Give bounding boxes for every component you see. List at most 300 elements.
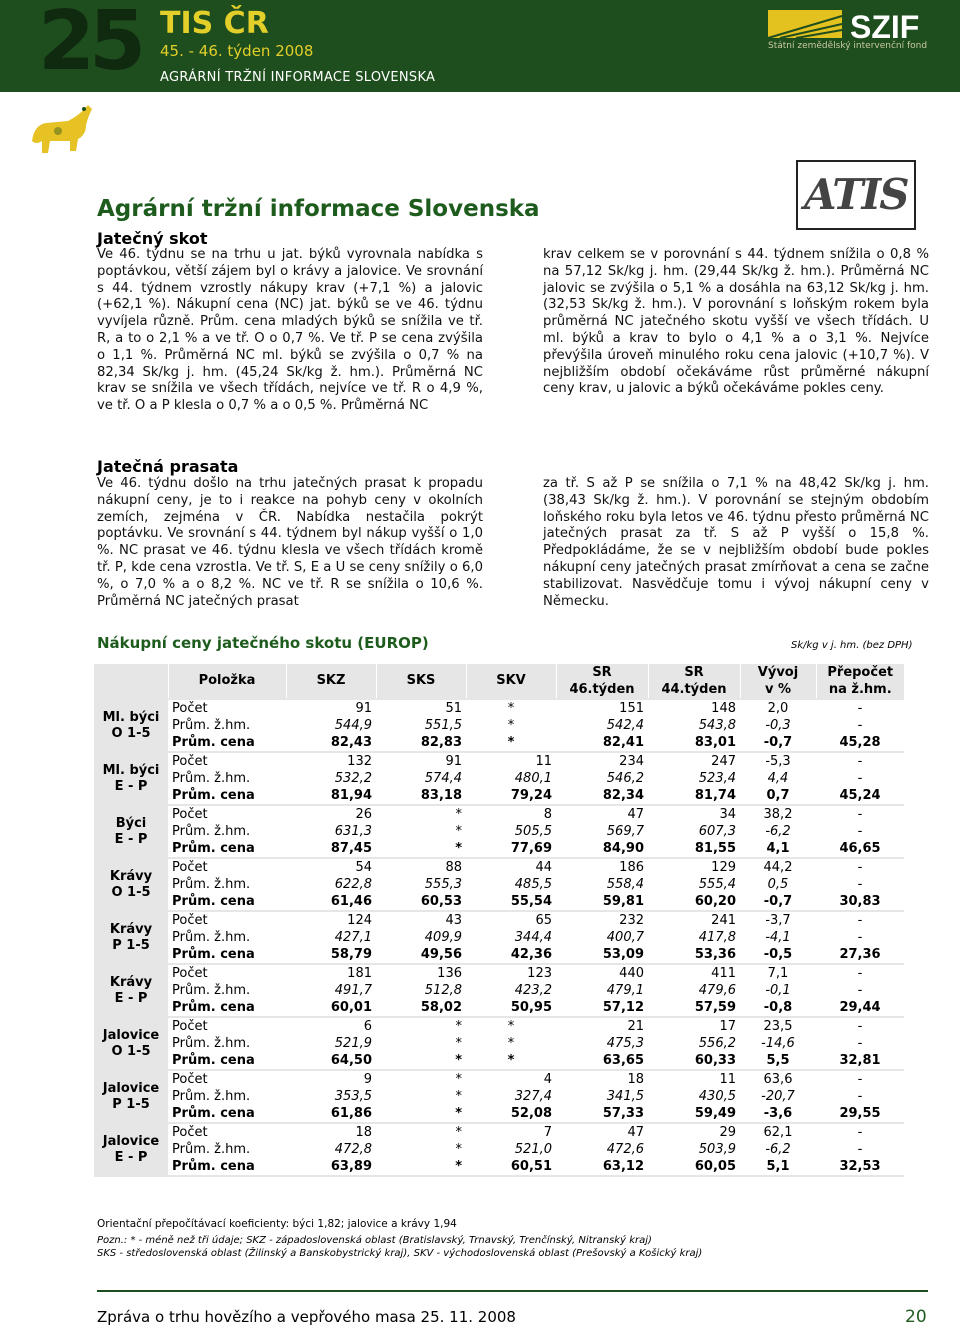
page-title: Agrární tržní informace Slovenska	[97, 196, 540, 222]
header-week-44: 44.týden	[648, 681, 740, 698]
table-cell: 423,2	[466, 982, 556, 999]
footer-text: Zpráva o trhu hovězího a vepřového masa 25. 11. 2008	[97, 1308, 516, 1326]
row-label: Prům. cena	[168, 1052, 286, 1069]
table-cell: 123	[466, 965, 556, 982]
table-row	[94, 753, 904, 770]
table-cell: 521,9	[286, 1035, 376, 1052]
row-label: Počet	[168, 700, 286, 717]
table-cell: 505,5	[466, 823, 556, 840]
header-sks: SKS	[376, 664, 466, 698]
table-cell: 0,7	[740, 787, 816, 804]
row-label: Prům. ž.hm.	[168, 770, 286, 787]
table-row	[94, 1124, 904, 1141]
table-cell: *	[376, 840, 466, 857]
group-name: Jalovice	[102, 1027, 160, 1043]
table-cell: 6	[286, 1018, 376, 1035]
table-cell: -0,5	[740, 946, 816, 963]
table-cell: 81,94	[286, 787, 376, 804]
table-cell: *	[466, 700, 556, 717]
group-class: E - P	[114, 778, 148, 794]
table-cell: 42,36	[466, 946, 556, 963]
row-label: Počet	[168, 1071, 286, 1088]
page-number: 20	[905, 1307, 927, 1327]
table-note-coefficients: Orientační přepočítávací koeficienty: býci 1,82; jalovice a krávy 1,94	[97, 1218, 457, 1230]
table-cell: -	[816, 770, 904, 787]
group-class: P 1-5	[112, 937, 150, 953]
table-cell: 124	[286, 912, 376, 929]
row-label: Prům. ž.hm.	[168, 1088, 286, 1105]
table-cell: 26	[286, 806, 376, 823]
table-cell: 50,95	[466, 999, 556, 1016]
table-cell: 569,7	[556, 823, 648, 840]
group-name: Jalovice	[102, 1080, 160, 1096]
table-cell: 7,1	[740, 965, 816, 982]
header-sr-44: SR	[648, 664, 740, 681]
table-cell: 475,3	[556, 1035, 648, 1052]
table-cell: -	[816, 1018, 904, 1035]
table-cell: -	[816, 982, 904, 999]
table-cell: 53,09	[556, 946, 648, 963]
table-cell: -20,7	[740, 1088, 816, 1105]
table-cell: 32,53	[816, 1158, 904, 1175]
table-cell: 5,5	[740, 1052, 816, 1069]
group-name: Jalovice	[102, 1133, 160, 1149]
table-cell: 400,7	[556, 929, 648, 946]
table-cell: 132	[286, 753, 376, 770]
table-cell: 57,33	[556, 1105, 648, 1122]
issue-number: 25	[38, 0, 141, 89]
group-class: E - P	[114, 831, 148, 847]
table-cell: -	[816, 965, 904, 982]
table-row	[94, 912, 904, 929]
atis-logo-text: ATIS	[804, 170, 908, 219]
table-cell: 87,45	[286, 840, 376, 857]
table-cell: *	[466, 1035, 556, 1052]
table-cell: 81,55	[648, 840, 740, 857]
group-class: P 1-5	[112, 1096, 150, 1112]
table-cell: 17	[648, 1018, 740, 1035]
group-name: Krávy	[109, 868, 153, 884]
table-cell: 47	[556, 806, 648, 823]
table-cell: 88	[376, 859, 466, 876]
table-cell: 440	[556, 965, 648, 982]
section-heading-prasata: Jatečná prasata	[97, 457, 239, 476]
szif-caption: Státní zemědělský intervenční fond	[768, 41, 928, 51]
table-cell: 61,86	[286, 1105, 376, 1122]
footer-rule	[97, 1290, 928, 1292]
table-cell: 4	[466, 1071, 556, 1088]
group-name: Ml. býci	[102, 762, 160, 778]
table-cell: *	[376, 1141, 466, 1158]
table-cell: 60,51	[466, 1158, 556, 1175]
table-cell: -5,3	[740, 753, 816, 770]
table-cell: 30,83	[816, 893, 904, 910]
table-cell: 234	[556, 753, 648, 770]
row-label: Prům. cena	[168, 893, 286, 910]
table-row	[94, 859, 904, 876]
skot-paragraph-1: Ve 46. týdnu se na trhu u jat. býků vyrovnala nabídka s poptávkou, větší zájem byl o krávy a jalovice. Ve srovnání s 44. týdnem vzrostly nákupy krav (+7,1 %) a jalovic (+62,1 %). Nákupní cena (NC) jat. býků se ve 46. týdnu vyvíjela různě. Prům. cena mladých býků se snížila ve tř. R, a to o 2,1 % a ve tř. O o 0,7 %. Ve tř. P se cena zvýšila o 1,1 %. Průměrná NC ml. býků se zvýšila o 0,7 % na 82,34 Sk/kg j. hm. (45,24 Sk/kg ž. hm.). Průměrná NC krav se snížila ve všech třídách, nejvíce ve tř. R o 4,9 %, ve tř. O a P klesla o 0,7 % a o 0,5 %. Průměrná NC	[97, 247, 483, 414]
table-cell: 574,4	[376, 770, 466, 787]
table-cell: *	[376, 1124, 466, 1141]
table-cell: 341,5	[556, 1088, 648, 1105]
table-cell: *	[376, 1052, 466, 1069]
table-cell: 55,54	[466, 893, 556, 910]
table-cell: 503,9	[648, 1141, 740, 1158]
table-cell: 45,28	[816, 734, 904, 751]
table-row	[94, 893, 904, 910]
table-cell: 521,0	[466, 1141, 556, 1158]
prasata-paragraph-1: Ve 46. týdnu došlo na trhu jatečných prasat k propadu nákupní ceny, je to i reakce na pohyb ceny v okolních zemích, zejména v ČR. Nabídka nestačila pokrýt poptávku. Ve srovnání s 44. týdnem byl nákup vyšší o 1,0 %. NC prasat ve 46. týdnu klesla ve všech třídách kromě tř. P, kde cena vzrostla. Ve tř. S, E a U se ceny snížily o 6,0 %, o 7,0 % a o 8,2 %. NC ve tř. R se snížila o 10,6 %. Průměrná NC jatečných prasat	[97, 476, 483, 609]
header-skv: SKV	[466, 664, 556, 698]
table-cell: 58,02	[376, 999, 466, 1016]
table-cell: 11	[648, 1071, 740, 1088]
table-cell: 47	[556, 1124, 648, 1141]
header-polozka: Položka	[168, 664, 286, 698]
table-cell: *	[376, 1105, 466, 1122]
table-row	[94, 876, 904, 893]
header-vyvoj: Vývoj	[740, 664, 816, 681]
table-cell: 181	[286, 965, 376, 982]
table-cell: 607,3	[648, 823, 740, 840]
table-cell: 18	[286, 1124, 376, 1141]
table-cell: 82,34	[556, 787, 648, 804]
table-cell: 480,1	[466, 770, 556, 787]
table-unit: Sk/kg v j. hm. (bez DPH)	[791, 640, 913, 651]
table-cell: 555,4	[648, 876, 740, 893]
group-class: O 1-5	[111, 1043, 151, 1059]
table-cell: 542,4	[556, 717, 648, 734]
row-label: Prům. ž.hm.	[168, 929, 286, 946]
row-label: Prům. ž.hm.	[168, 876, 286, 893]
table-cell: 417,8	[648, 929, 740, 946]
table-cell: 54	[286, 859, 376, 876]
atis-logo	[796, 160, 916, 230]
table-row	[94, 734, 904, 751]
header-prepocet-unit: na ž.hm.	[816, 681, 904, 698]
table-cell: 247	[648, 753, 740, 770]
table-cell: 29,55	[816, 1105, 904, 1122]
table-cell: *	[376, 1018, 466, 1035]
table-cell: -0,7	[740, 734, 816, 751]
table-cell: 64,50	[286, 1052, 376, 1069]
table-cell: *	[376, 806, 466, 823]
table-row	[94, 1088, 904, 1105]
table-cell: 32,81	[816, 1052, 904, 1069]
row-label: Prům. cena	[168, 999, 286, 1016]
skot-text-col2	[543, 247, 929, 398]
table-row	[94, 787, 904, 804]
table-cell: -14,6	[740, 1035, 816, 1052]
row-label: Prům. ž.hm.	[168, 717, 286, 734]
table-cell: -6,2	[740, 1141, 816, 1158]
table-cell: -0,8	[740, 999, 816, 1016]
table-cell: 21	[556, 1018, 648, 1035]
table-cell: -4,1	[740, 929, 816, 946]
table-cell: -	[816, 700, 904, 717]
table-cell: 57,59	[648, 999, 740, 1016]
group-label	[94, 859, 168, 910]
table-cell: 23,5	[740, 1018, 816, 1035]
table-cell: 81,74	[648, 787, 740, 804]
table-cell: 151	[556, 700, 648, 717]
table-cell: 38,2	[740, 806, 816, 823]
row-label: Prům. cena	[168, 840, 286, 857]
row-label: Počet	[168, 1124, 286, 1141]
table-cell: 491,7	[286, 982, 376, 999]
table-cell: -	[816, 753, 904, 770]
row-label: Prům. cena	[168, 734, 286, 751]
skot-paragraph-2: krav celkem se v porovnání s 44. týdnem snížila o 0,8 % na 57,12 Sk/kg j. hm. (29,44 Sk/kg ž. hm.). Průměrná NC jalovic se zvýšila o 5,1 % a dosáhla na 63,12 Sk/kg j. hm. (32,53 Sk/kg ž. hm.). V porovnání s loňským rokem byla průměrná NC jatečného skotu vyšší ve všech třídách. U ml. býků a krav to bylo o 4,1 % a o 3,1 %. Nejvíce převýšila úroveň minulého roku cena jalovic (+10,7 %). V nejbližším období očekáváme růst průměrné nákupní ceny krav, u jalovic a býků očekáváme pokles ceny.	[543, 247, 929, 397]
group-label	[94, 806, 168, 857]
table-cell: 27,36	[816, 946, 904, 963]
table-cell: 84,90	[556, 840, 648, 857]
table-title: Nákupní ceny jatečného skotu (EUROP)	[97, 634, 429, 652]
prasata-paragraph-2: za tř. S až P se snížila o 7,1 % na 48,42 Sk/kg j. hm. (38,43 Sk/kg ž. hm.). V porovnání se stejným obdobím loňského roku byla letos ve 46. týdnu přesto průměrná NC jatečných prasat za tř. S až P vyšší o 15,8 %. Předpokládáme, že se v nejbližším období bude pokles nákupní ceny jatečných prasat zmírňovat a cena se začne stabilizovat. Nasvědčuje tomu i vývoj nákupní ceny v Německu.	[543, 476, 929, 609]
table-cell: 83,01	[648, 734, 740, 751]
row-label: Prům. cena	[168, 1158, 286, 1175]
group-name: Ml. býci	[102, 709, 160, 725]
table-cell: -3,6	[740, 1105, 816, 1122]
group-name: Krávy	[109, 921, 153, 937]
row-label: Počet	[168, 1018, 286, 1035]
table-row	[94, 770, 904, 787]
table-row	[94, 823, 904, 840]
table-row	[94, 946, 904, 963]
cow-icon	[28, 95, 96, 161]
table-cell: *	[376, 1158, 466, 1175]
table-cell: 556,2	[648, 1035, 740, 1052]
table-cell: 29	[648, 1124, 740, 1141]
table-cell: 82,83	[376, 734, 466, 751]
table-cell: 91	[376, 753, 466, 770]
table-cell: 51	[376, 700, 466, 717]
table-cell: 60,33	[648, 1052, 740, 1069]
group-name: Krávy	[109, 974, 153, 990]
table-cell: 59,81	[556, 893, 648, 910]
table-row	[94, 700, 904, 717]
table-cell: 52,08	[466, 1105, 556, 1122]
table-cell: 544,9	[286, 717, 376, 734]
table-cell: 63,12	[556, 1158, 648, 1175]
table-cell: 49,56	[376, 946, 466, 963]
group-label	[94, 700, 168, 751]
table-cell: *	[376, 1088, 466, 1105]
group-class: O 1-5	[111, 725, 151, 741]
table-cell: *	[466, 717, 556, 734]
group-label	[94, 912, 168, 963]
table-cell: 631,3	[286, 823, 376, 840]
row-label: Prům. cena	[168, 787, 286, 804]
table-cell: 411	[648, 965, 740, 982]
table-cell: 136	[376, 965, 466, 982]
row-label: Počet	[168, 859, 286, 876]
table-cell: 77,69	[466, 840, 556, 857]
table-cell: -0,7	[740, 893, 816, 910]
table-cell: -	[816, 717, 904, 734]
table-row	[94, 1105, 904, 1122]
table-cell: 44,2	[740, 859, 816, 876]
table-cell: 427,1	[286, 929, 376, 946]
table-note-legend-2: SKS - středoslovenská oblast (Žilinský a Banskobystrický kraj), SKV - východoslovenská oblast (Prešovský a Košický kraj)	[97, 1248, 703, 1259]
separator-cell	[94, 1175, 904, 1177]
table-bottom-border	[94, 1175, 904, 1177]
table-cell: 241	[648, 912, 740, 929]
row-label: Počet	[168, 965, 286, 982]
table-row	[94, 1035, 904, 1052]
table-cell: 8	[466, 806, 556, 823]
table-cell: -	[816, 823, 904, 840]
group-label	[94, 965, 168, 1016]
table-cell: 327,4	[466, 1088, 556, 1105]
table-cell: -	[816, 1088, 904, 1105]
table-cell: 11	[466, 753, 556, 770]
table-cell: 232	[556, 912, 648, 929]
row-label: Počet	[168, 806, 286, 823]
group-label	[94, 1071, 168, 1122]
prasata-text-col1	[97, 476, 483, 610]
table-cell: 61,46	[286, 893, 376, 910]
skot-text-col1	[97, 247, 483, 415]
table-cell: 63,6	[740, 1071, 816, 1088]
page-header	[0, 0, 960, 92]
header-skz: SKZ	[286, 664, 376, 698]
table-row	[94, 840, 904, 857]
table-cell: 59,49	[648, 1105, 740, 1122]
table-cell: 148	[648, 700, 740, 717]
table-cell: 186	[556, 859, 648, 876]
table-row	[94, 1158, 904, 1175]
table-cell: *	[376, 823, 466, 840]
table-row	[94, 982, 904, 999]
table-row	[94, 1018, 904, 1035]
table-cell: -0,3	[740, 717, 816, 734]
header-prepocet: Přepočet	[816, 664, 904, 681]
table-cell: 79,24	[466, 787, 556, 804]
table-cell: 472,6	[556, 1141, 648, 1158]
table-cell: 60,53	[376, 893, 466, 910]
table-cell: 558,4	[556, 876, 648, 893]
table-cell: 43	[376, 912, 466, 929]
table-cell: 555,3	[376, 876, 466, 893]
table-cell: 83,18	[376, 787, 466, 804]
table-cell: 46,65	[816, 840, 904, 857]
table-note-legend-1: Pozn.: * - méně než tři údaje; SKZ - západoslovenská oblast (Bratislavský, Trnavský, Trenčínský, Nitranský kraj)	[97, 1235, 652, 1246]
table-cell: 9	[286, 1071, 376, 1088]
table-cell: 4,4	[740, 770, 816, 787]
table-cell: -0,1	[740, 982, 816, 999]
table-cell: 45,24	[816, 787, 904, 804]
row-label: Prům. ž.hm.	[168, 982, 286, 999]
table-cell: -	[816, 859, 904, 876]
table-cell: 551,5	[376, 717, 466, 734]
table-cell: 44	[466, 859, 556, 876]
table-cell: 543,8	[648, 717, 740, 734]
table-cell: 18	[556, 1071, 648, 1088]
table-cell: 523,4	[648, 770, 740, 787]
table-row	[94, 1052, 904, 1069]
section-heading-skot: Jatečný skot	[97, 229, 208, 248]
table-cell: 57,12	[556, 999, 648, 1016]
header-sr-46: SR	[556, 664, 648, 681]
group-class: E - P	[114, 990, 148, 1006]
table-cell: 60,20	[648, 893, 740, 910]
price-table	[94, 664, 904, 1177]
table-cell: -	[816, 912, 904, 929]
table-cell: 532,2	[286, 770, 376, 787]
table-cell: -	[816, 1035, 904, 1052]
table-cell: 622,8	[286, 876, 376, 893]
table-cell: -	[816, 806, 904, 823]
table-cell: 82,43	[286, 734, 376, 751]
table-cell: 344,4	[466, 929, 556, 946]
header-corner	[94, 664, 168, 698]
table-row	[94, 965, 904, 982]
table-cell: 4,1	[740, 840, 816, 857]
table-cell: 2,0	[740, 700, 816, 717]
table-cell: *	[376, 1071, 466, 1088]
table-cell: 472,8	[286, 1141, 376, 1158]
row-label: Počet	[168, 912, 286, 929]
table-cell: 546,2	[556, 770, 648, 787]
table-cell: -6,2	[740, 823, 816, 840]
table-cell: 0,5	[740, 876, 816, 893]
group-class: O 1-5	[111, 884, 151, 900]
table-cell: 7	[466, 1124, 556, 1141]
table-cell: -3,7	[740, 912, 816, 929]
table-cell: *	[466, 734, 556, 751]
table-cell: -	[816, 876, 904, 893]
table-cell: 65	[466, 912, 556, 929]
table-cell: -	[816, 1141, 904, 1158]
group-name: Býci	[115, 815, 147, 831]
table-cell: 82,41	[556, 734, 648, 751]
table-cell: 34	[648, 806, 740, 823]
szif-logo-text: SZIF	[850, 9, 920, 42]
table-cell: -	[816, 929, 904, 946]
table-cell: 430,5	[648, 1088, 740, 1105]
table-cell: 60,05	[648, 1158, 740, 1175]
table-cell: *	[466, 1018, 556, 1035]
table-cell: 63,65	[556, 1052, 648, 1069]
table-cell: 60,01	[286, 999, 376, 1016]
table-row	[94, 929, 904, 946]
table-cell: 91	[286, 700, 376, 717]
table-cell: 353,5	[286, 1088, 376, 1105]
table-cell: 409,9	[376, 929, 466, 946]
table-cell: 479,1	[556, 982, 648, 999]
table-cell: 485,5	[466, 876, 556, 893]
table-cell: 62,1	[740, 1124, 816, 1141]
table-row	[94, 717, 904, 734]
row-label: Prům. ž.hm.	[168, 823, 286, 840]
week-range: 45. - 46. týden 2008	[160, 42, 314, 60]
row-label: Prům. cena	[168, 946, 286, 963]
row-label: Prům. cena	[168, 1105, 286, 1122]
table-cell: 53,36	[648, 946, 740, 963]
table-cell: 5,1	[740, 1158, 816, 1175]
table-cell: -	[816, 1071, 904, 1088]
group-class: E - P	[114, 1149, 148, 1165]
table-cell: 63,89	[286, 1158, 376, 1175]
group-label	[94, 1018, 168, 1069]
group-label	[94, 753, 168, 804]
prasata-text-col2	[543, 476, 929, 610]
row-label: Prům. ž.hm.	[168, 1141, 286, 1158]
table-cell: -	[816, 1124, 904, 1141]
header-vyvoj-unit: v %	[740, 681, 816, 698]
table-cell: 512,8	[376, 982, 466, 999]
table-cell: 479,6	[648, 982, 740, 999]
